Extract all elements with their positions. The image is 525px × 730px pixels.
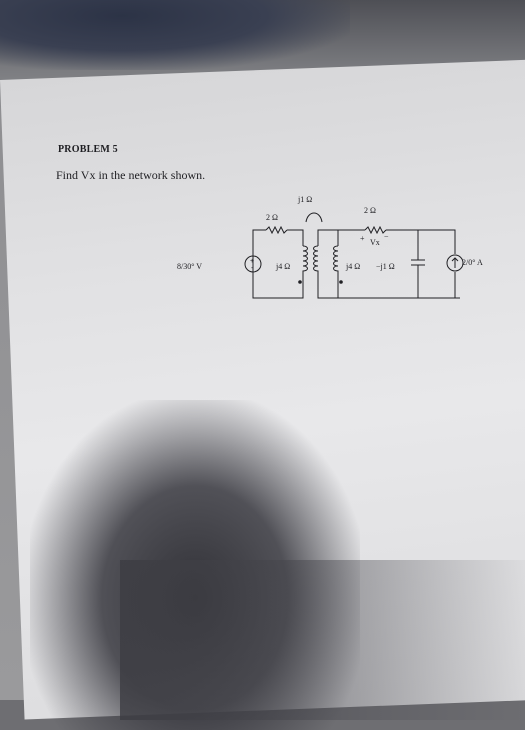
right-inductor-label: j4 Ω — [346, 262, 361, 271]
source-current-label: 2/0° A — [462, 258, 483, 267]
source-voltage-label: 8/30° V — [177, 262, 203, 271]
capacitor-label: −j1 Ω — [376, 262, 395, 271]
right-top-wire — [386, 230, 418, 246]
left-resistor-zigzag — [266, 227, 287, 233]
current-source-arrow — [452, 258, 458, 268]
right-resistor-zigzag — [365, 227, 386, 233]
voltage-source-plus: + — [250, 258, 255, 265]
current-source-wire-bottom — [418, 272, 455, 298]
dot-right-coil — [339, 280, 343, 284]
left-inductor-label: j4 Ω — [276, 262, 291, 271]
voltage-source-minus: - — [251, 265, 254, 272]
right-loop-wire — [318, 230, 365, 246]
vx-minus-label: − — [384, 232, 389, 241]
left-resistor-label: 2 Ω — [266, 213, 278, 222]
right-inductor-coil-mid — [314, 246, 319, 278]
right-inductor-coil — [334, 246, 339, 278]
problem-question: Find Vx in the network shown. — [56, 168, 206, 182]
right-resistor-label: 2 Ω — [364, 206, 376, 215]
desk-object — [0, 0, 350, 70]
problem-heading: PROBLEM 5 — [58, 144, 118, 155]
circuit-diagram — [170, 190, 500, 310]
coupling-label: j1 Ω — [298, 195, 313, 204]
hand-shadow-lower — [120, 560, 525, 720]
dot-left-coil — [298, 280, 302, 284]
left-top-wire-2 — [287, 230, 303, 246]
vx-plus-label: + — [360, 234, 365, 243]
coupling-arrow — [306, 213, 322, 222]
left-inductor-coil — [303, 246, 308, 278]
middle-wire — [318, 278, 460, 298]
vx-label: Vx — [370, 238, 380, 247]
current-source-wire — [418, 230, 455, 254]
